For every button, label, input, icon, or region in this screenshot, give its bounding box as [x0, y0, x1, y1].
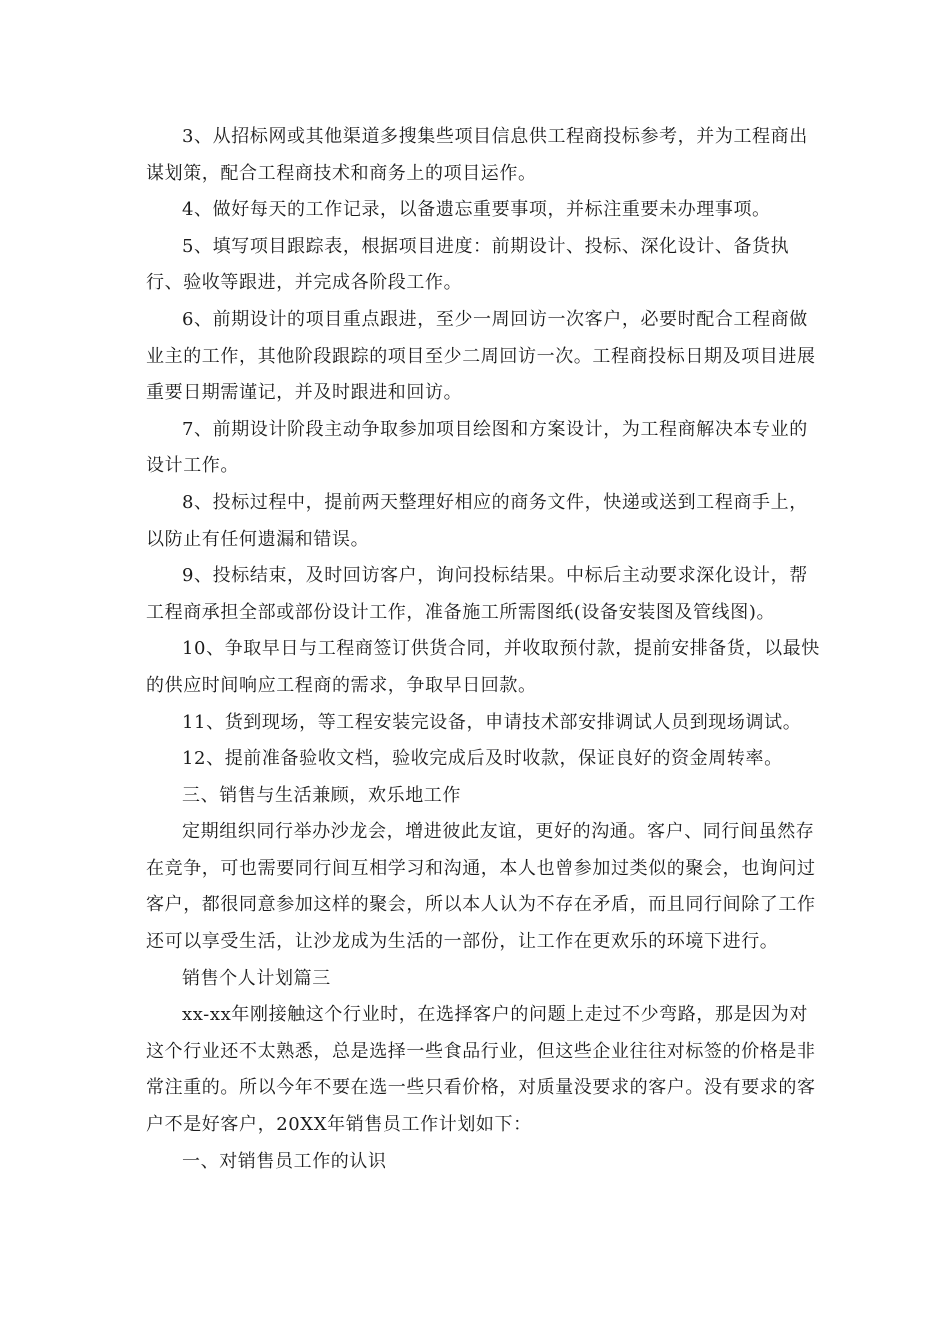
article-title: 销售个人计划篇三	[182, 967, 331, 989]
paragraph-item-6: 6、前期设计的项目重点跟进，至少一周回访一次客户，必要时配合工程商做业主的工作，其他阶段跟踪的项目至少二周回访一次。工程商投标日期及项目进展重要日期需谨记，并及时跟进和回访。	[146, 308, 816, 404]
paragraph-item-9: 9、投标结束，及时回访客户，询问投标结果。中标后主动要求深化设计，帮工程商承担全部或部份设计工作，准备施工所需图纸(设备安装图及管线图)。	[146, 565, 808, 623]
intro-paragraph: xx-xx年刚接触这个行业时，在选择客户的问题上走过不少弯路，那是因为对这个行业还不太熟悉，总是选择一些食品行业，但这些企业往往对标签的价格是非常注重的。所以今年不要在选一些只看价格，对质量没要求的客户。没有要求的客户不是好客户，20XX年销售员工作计划如下：	[146, 1004, 816, 1136]
paragraph-item-11: 11、货到现场，等工程安装完设备，申请技术部安排调试人员到现场调试。	[182, 711, 802, 733]
paragraph-item-5: 5、填写项目跟踪表，根据项目进度：前期设计、投标、深化设计、备货执行、验收等跟进，并完成各阶段工作。	[146, 235, 790, 294]
section-heading-3: 三、销售与生活兼顾，欢乐地工作	[182, 784, 461, 806]
salon-paragraph: 定期组织同行举办沙龙会，增进彼此友谊，更好的沟通。客户、同行间虽然存在竞争，可也需要同行间互相学习和沟通，本人也曾参加过类似的聚会，也询问过客户，都很同意参加这样的聚会，所以本人认为不存在矛盾，而且同行间除了工作还可以享受生活，让沙龙成为生活的一部份，让工作在更欢乐的环境下进行。	[146, 821, 816, 953]
document-body	[146, 119, 826, 1180]
section-heading-1: 一、对销售员工作的认识	[182, 1150, 387, 1172]
paragraph-item-4: 4、做好每天的工作记录，以备遗忘重要事项，并标注重要未办理事项。	[182, 199, 771, 221]
paragraph-item-3: 3、从招标网或其他渠道多搜集些项目信息供工程商投标参考，并为工程商出谋划策，配合工程商技术和商务上的项目运作。	[146, 126, 808, 184]
paragraph-item-10: 10、争取早日与工程商签订供货合同，并收取预付款，提前安排备货，以最快的供应时间响应工程商的需求，争取早日回款。	[146, 638, 820, 696]
paragraph-item-8: 8、投标过程中，提前两天整理好相应的商务文件，快递或送到工程商手上，以防止有任何遗漏和错误。	[146, 491, 808, 550]
paragraph-item-12: 12、提前准备验收文档，验收完成后及时收款，保证良好的资金周转率。	[182, 748, 783, 770]
paragraph-item-7: 7、前期设计阶段主动争取参加项目绘图和方案设计，为工程商解决本专业的设计工作。	[146, 418, 808, 477]
